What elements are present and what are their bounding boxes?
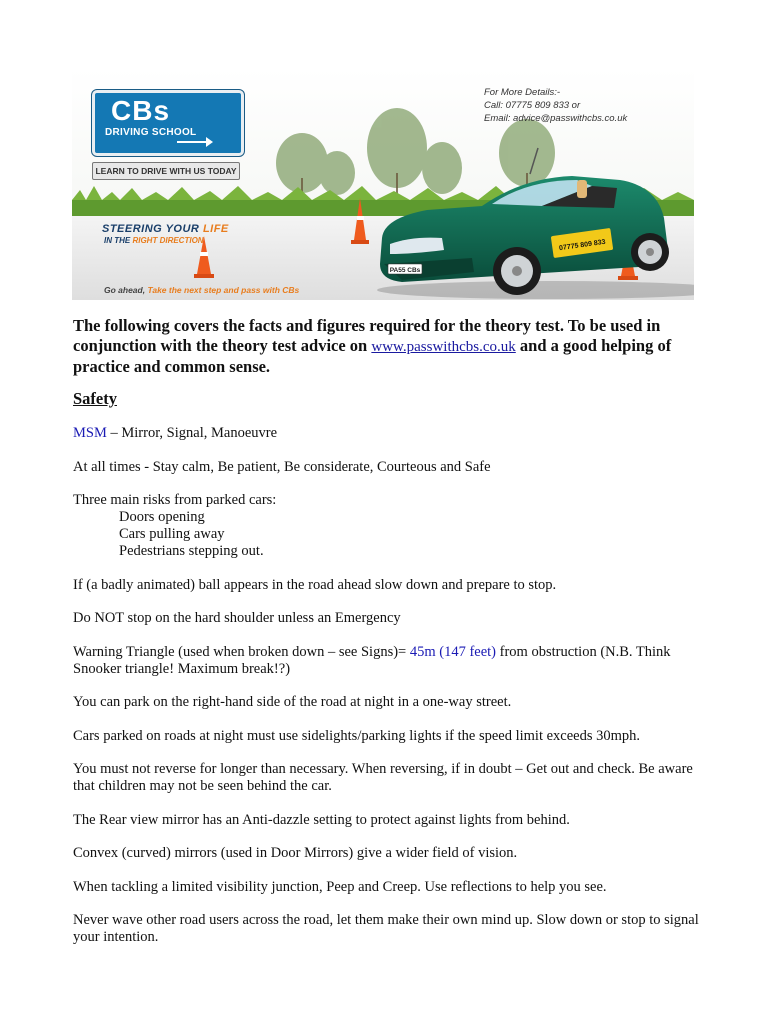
- slogan-direction-prefix: IN THE: [104, 236, 133, 245]
- slogan-goahead-prefix: Go ahead,: [104, 285, 148, 295]
- at-all-times-paragraph: At all times - Stay calm, Be patient, Be considerate, Courteous and Safe: [73, 458, 491, 475]
- document-body: [73, 316, 703, 963]
- hard-shoulder-paragraph: Do NOT stop on the hard shoulder unless an Emergency: [73, 610, 401, 626]
- risk-item: Doors opening: [119, 509, 205, 525]
- car-door-number: 07775 809 833: [558, 238, 606, 253]
- contact-email: Email: advice@passwithcbs.co.uk: [484, 113, 628, 124]
- arrow-right-icon: [177, 137, 213, 147]
- contact-details: [484, 86, 627, 125]
- triangle-distance: 45m (147 feet): [409, 643, 497, 660]
- intro-paragraph: [73, 316, 703, 377]
- learn-strip: LEARN TO DRIVE WITH US TODAY: [92, 162, 240, 180]
- msm-paragraph: [73, 425, 703, 442]
- slogan-direction-accent: RIGHT DIRECTION: [132, 236, 204, 245]
- risk-item: Cars pulling away: [119, 526, 225, 542]
- intro-text-after: and a good helping of practice and common sense.: [73, 336, 672, 376]
- car-plate-label: PA55 CBs: [389, 267, 421, 274]
- wave-paragraph: Never wave other road users across the road, let them make their own mind up. Slow down or stop to signal your intention.: [73, 912, 699, 945]
- msm-definition: – Mirror, Signal, Manoeuvre: [106, 425, 278, 441]
- intro-text-before: The following covers the facts and figures required for the theory test. To be used in conjunction with the theory test advice on: [73, 316, 661, 355]
- triangle-text-before: Warning Triangle (used when broken down – see Signs)=: [73, 643, 410, 660]
- risks-paragraph: [73, 492, 703, 560]
- logo-subtitle: DRIVING SCHOOL: [105, 127, 197, 138]
- section-title: Safety: [73, 389, 117, 408]
- slogan-steering-prefix: STEERING YOUR: [102, 223, 203, 235]
- website-link[interactable]: www.passwithcbs.co.uk: [371, 339, 516, 355]
- warning-triangle-paragraph: [73, 644, 703, 678]
- park-right-paragraph: You can park on the right-hand side of the road at night in a one-way street.: [73, 694, 512, 710]
- ball-paragraph: If (a badly animated) ball appears in the road ahead slow down and prepare to stop.: [73, 576, 557, 593]
- sidelights-paragraph: Cars parked on roads at night must use sidelights/parking lights if the speed limit exceeds 30mph.: [73, 727, 641, 744]
- logo-title: CBs: [111, 95, 171, 126]
- header-banner: [72, 68, 694, 300]
- risks-heading: Three main risks from parked cars:: [73, 492, 277, 508]
- triangle-text-after: from obstruction (N.B. Think Snooker triangle! Maximum break!?): [73, 643, 671, 677]
- risk-item: Pedestrians stepping out.: [119, 543, 264, 559]
- slogan-goahead: [104, 285, 299, 295]
- convex-mirror-paragraph: Convex (curved) mirrors (used in Door Mirrors) give a wider field of vision.: [73, 845, 518, 861]
- reverse-paragraph: You must not reverse for longer than necessary. When reversing, if in doubt – Get out and check. Be aware that children may not be seen behind the car.: [73, 761, 693, 794]
- slogan-goahead-accent: Take the next step and pass with CBs: [147, 285, 300, 295]
- contact-heading: For More Details:-: [484, 87, 561, 98]
- slogan-steering-accent: LIFE: [202, 223, 229, 235]
- junction-paragraph: When tackling a limited visibility junction, Peep and Creep. Use reflections to help you see.: [73, 878, 607, 895]
- slogan-direction: [104, 236, 204, 245]
- msm-term: MSM: [73, 425, 107, 441]
- rear-mirror-paragraph: The Rear view mirror has an Anti-dazzle setting to protect against lights from behind.: [73, 811, 570, 828]
- slogan-steering: [102, 223, 229, 235]
- logo-sign: [92, 90, 244, 156]
- contact-call: Call: 07775 809 833 or: [484, 100, 581, 111]
